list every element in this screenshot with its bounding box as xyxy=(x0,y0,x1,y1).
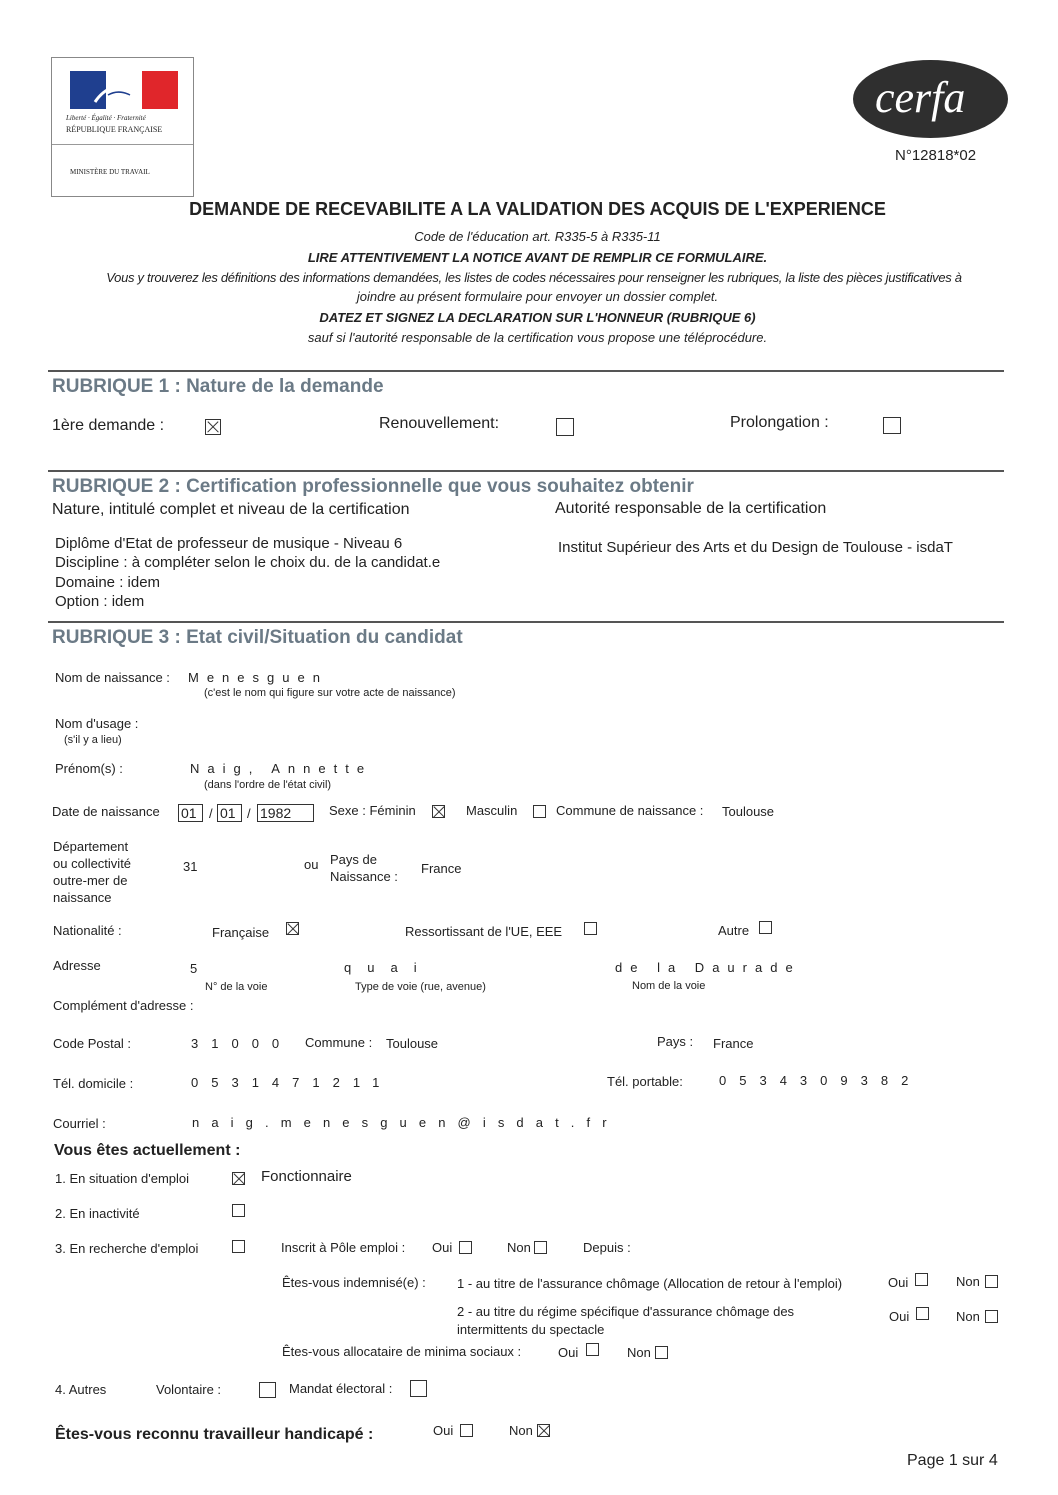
minima-non-label: Non xyxy=(627,1345,651,1360)
ue-label: Ressortissant de l'UE, EEE xyxy=(405,924,563,939)
prolongation-label: Prolongation : xyxy=(730,414,829,431)
autre-label: Autre xyxy=(718,923,750,938)
adresse-label: Adresse xyxy=(53,958,101,973)
departement-label: ou collectivité xyxy=(53,856,132,871)
date-separator: / xyxy=(209,806,213,821)
indemnise-2-oui-label: Oui xyxy=(889,1309,910,1324)
indemnise-label: Êtes-vous indemnisé(e) : xyxy=(282,1275,426,1290)
prenoms-value[interactable]: Naig, Annette xyxy=(190,761,373,776)
date-month-field[interactable]: 01 xyxy=(217,804,242,822)
notice-warning: LIRE ATTENTIVEMENT LA NOTICE AVANT DE REMPLIR CE FORMULAIRE. xyxy=(307,250,768,265)
rubrique-3-title: RUBRIQUE 3 : Etat civil/Situation du candidat xyxy=(52,627,463,648)
certification-line: Discipline : à compléter selon le choix du. de la candidat.e xyxy=(55,554,441,571)
legal-code: Code de l'éducation art. R335-5 à R335-11 xyxy=(414,229,661,244)
adresse-type-value[interactable]: quai xyxy=(344,960,433,975)
indemnise-2-non-label: Non xyxy=(956,1309,980,1324)
courriel-value[interactable]: naig.menesguen@isdat.fr xyxy=(192,1115,619,1130)
divider xyxy=(48,370,1004,372)
rubrique-2-title: RUBRIQUE 2 : Certification professionnelle que vous souhaitez obtenir xyxy=(52,476,694,497)
departement-label: outre-mer de xyxy=(53,873,128,888)
recherche-label: 3. En recherche d'emploi xyxy=(55,1241,199,1256)
ou-label: ou xyxy=(304,857,319,872)
sign-instruction: DATEZ ET SIGNEZ LA DECLARATION SUR L'HONNEUR (RUBRIQUE 6) xyxy=(319,310,756,325)
departement-value[interactable]: 31 xyxy=(183,859,198,874)
indemnise-1-oui-label: Oui xyxy=(888,1275,909,1290)
marianne-flag-icon xyxy=(70,71,178,109)
autre-checkbox[interactable] xyxy=(759,921,772,934)
nationalite-label: Nationalité : xyxy=(53,923,122,938)
tel-portable-value[interactable]: 0534309382 xyxy=(719,1073,922,1088)
nom-naissance-hint: (c'est le nom qui figure sur votre acte de naissance) xyxy=(204,687,456,699)
ue-checkbox[interactable] xyxy=(584,922,597,935)
autres-label: 4. Autres xyxy=(55,1382,107,1397)
adresse-nom-value[interactable]: de la Daurade xyxy=(615,960,801,975)
adresse-numero-value[interactable]: 5 xyxy=(190,961,198,976)
francaise-label: Française xyxy=(212,925,270,940)
nom-naissance-value[interactable]: Menesguen xyxy=(188,670,328,685)
minima-non-checkbox[interactable] xyxy=(655,1346,668,1359)
pole-emploi-oui-label: Oui xyxy=(432,1240,453,1255)
indemnise-option-1: 1 - au titre de l'assurance chômage (Allocation de retour à l'emploi) xyxy=(457,1276,843,1291)
courriel-label: Courriel : xyxy=(53,1116,106,1131)
recherche-checkbox[interactable] xyxy=(232,1240,245,1253)
premiere-demande-checkbox[interactable] xyxy=(205,419,221,435)
code-postal-value[interactable]: 31000 xyxy=(191,1036,293,1051)
departement-label: naissance xyxy=(53,890,112,905)
francaise-checkbox[interactable] xyxy=(286,922,299,935)
mandat-label: Mandat électoral : xyxy=(289,1381,393,1396)
ministry-name: MINISTÈRE DU TRAVAIL xyxy=(70,168,150,176)
adresse-numero-hint: N° de la voie xyxy=(205,981,268,993)
indemnise-option-2: intermittents du spectacle xyxy=(457,1322,605,1337)
premiere-demande-label: 1ère demande : xyxy=(52,417,165,434)
republique-motto: Liberté · Égalité · Fraternité xyxy=(66,114,146,122)
certification-column-label: Nature, intitulé complet et niveau de la certification xyxy=(52,501,410,518)
departement-label: Département xyxy=(53,839,129,854)
cerfa-number: N°12818*02 xyxy=(895,147,977,164)
pays-naissance-value[interactable]: France xyxy=(421,861,462,876)
date-day-field[interactable]: 01 xyxy=(178,804,203,822)
emploi-label: 1. En situation d'emploi xyxy=(55,1171,190,1186)
prenoms-label: Prénom(s) : xyxy=(55,761,123,776)
indemnise-option-2: 2 - au titre du régime spécifique d'assurance chômage des xyxy=(457,1304,795,1319)
masculin-label: Masculin xyxy=(466,803,518,818)
situation-title: Vous êtes actuellement : xyxy=(54,1142,241,1159)
minima-oui-checkbox[interactable] xyxy=(586,1343,599,1356)
page-number: Page 1 sur 4 xyxy=(907,1452,998,1469)
cerfa-logo-text: cerfa xyxy=(875,73,966,122)
renouvellement-checkbox[interactable] xyxy=(556,418,574,436)
emploi-value[interactable]: Fonctionnaire xyxy=(261,1168,352,1185)
pays-residence-label: Pays : xyxy=(657,1034,694,1049)
certification-line: Domaine : idem xyxy=(55,574,161,591)
commune-naissance-label: Commune de naissance : xyxy=(556,803,704,818)
volontaire-checkbox[interactable] xyxy=(259,1382,276,1398)
pole-emploi-oui-checkbox[interactable] xyxy=(459,1241,472,1254)
pays-residence-value[interactable]: France xyxy=(713,1036,754,1051)
divider xyxy=(48,470,1004,472)
certification-line: Diplôme d'Etat de professeur de musique - Niveau 6 xyxy=(55,535,403,552)
sign-note: sauf si l'autorité responsable de la certification vous propose une téléprocédure. xyxy=(307,330,768,345)
commune-naissance-value[interactable]: Toulouse xyxy=(722,804,775,819)
indemnise-1-non-checkbox[interactable] xyxy=(985,1275,998,1288)
handicap-non-label: Non xyxy=(509,1423,533,1438)
handicap-label: Êtes-vous reconnu travailleur handicapé : xyxy=(55,1426,374,1443)
renouvellement-label: Renouvellement: xyxy=(379,415,500,432)
pays-naissance-label: Naissance : xyxy=(330,869,398,884)
republique-logo xyxy=(51,57,194,197)
nom-usage-hint: (s'il y a lieu) xyxy=(64,734,122,746)
complement-label: Complément d'adresse : xyxy=(53,998,194,1013)
tel-portable-label: Tél. portable: xyxy=(607,1074,683,1089)
feminin-checkbox[interactable] xyxy=(432,805,445,818)
indemnise-1-oui-checkbox[interactable] xyxy=(915,1273,928,1286)
handicap-non-checkbox[interactable] xyxy=(537,1424,550,1437)
commune-value[interactable]: Toulouse xyxy=(386,1036,439,1051)
inactivite-label: 2. En inactivité xyxy=(55,1206,140,1221)
indemnise-1-non-label: Non xyxy=(956,1274,980,1289)
inactivite-checkbox[interactable] xyxy=(232,1204,245,1217)
certification-line: Option : idem xyxy=(55,593,145,610)
adresse-nom-hint: Nom de la voie xyxy=(632,980,706,992)
notice-line-1: Vous y trouverez les définitions des informations demandées, les listes de codes nécessaires pour renseigner les rubriques, la liste des pièces justificatives à xyxy=(106,270,962,285)
handicap-oui-label: Oui xyxy=(433,1423,454,1438)
pole-emploi-non-checkbox[interactable] xyxy=(534,1241,547,1254)
rubrique-1-title: RUBRIQUE 1 : Nature de la demande xyxy=(52,376,384,397)
handicap-oui-checkbox[interactable] xyxy=(460,1424,473,1437)
tel-domicile-value[interactable]: 0531471211 xyxy=(191,1075,393,1090)
tel-domicile-label: Tél. domicile : xyxy=(53,1076,134,1091)
indemnise-2-non-checkbox[interactable] xyxy=(985,1310,998,1323)
mandat-checkbox[interactable] xyxy=(410,1380,427,1397)
prenoms-hint: (dans l'ordre de l'état civil) xyxy=(204,779,332,791)
date-separator: / xyxy=(247,806,251,821)
indemnise-2-oui-checkbox[interactable] xyxy=(916,1307,929,1320)
date-year-field[interactable]: 1982 xyxy=(257,804,314,822)
pole-emploi-label: Inscrit à Pôle emploi : xyxy=(281,1240,406,1255)
emploi-checkbox[interactable] xyxy=(232,1172,245,1185)
adresse-type-hint: Type de voie (rue, avenue) xyxy=(355,981,486,993)
republique-name: RÉPUBLIQUE FRANÇAISE xyxy=(66,125,163,134)
masculin-checkbox[interactable] xyxy=(533,805,546,818)
form-title: DEMANDE DE RECEVABILITE A LA VALIDATION DES ACQUIS DE L'EXPERIENCE xyxy=(189,199,886,219)
commune-label: Commune : xyxy=(305,1035,373,1050)
nom-usage-label: Nom d'usage : xyxy=(55,716,139,731)
date-naissance-label: Date de naissance xyxy=(52,804,160,819)
depuis-label: Depuis : xyxy=(583,1240,631,1255)
volontaire-label: Volontaire : xyxy=(156,1382,222,1397)
minima-oui-label: Oui xyxy=(558,1345,579,1360)
pole-emploi-non-label: Non xyxy=(507,1240,531,1255)
divider xyxy=(48,621,1004,623)
notice-line-2: joindre au présent formulaire pour envoyer un dossier complet. xyxy=(356,289,719,304)
autorite-column-label: Autorité responsable de la certification xyxy=(555,500,827,517)
cerfa-logo xyxy=(853,60,1008,138)
prolongation-checkbox[interactable] xyxy=(883,417,901,434)
pays-naissance-label: Pays de xyxy=(330,852,377,867)
autorite-value: Institut Supérieur des Arts et du Design de Toulouse - isdaT xyxy=(558,539,953,556)
nom-naissance-label: Nom de naissance : xyxy=(55,670,170,685)
minima-label: Êtes-vous allocataire de minima sociaux : xyxy=(282,1344,522,1359)
code-postal-label: Code Postal : xyxy=(53,1036,132,1051)
sexe-label: Sexe : Féminin xyxy=(329,803,416,818)
